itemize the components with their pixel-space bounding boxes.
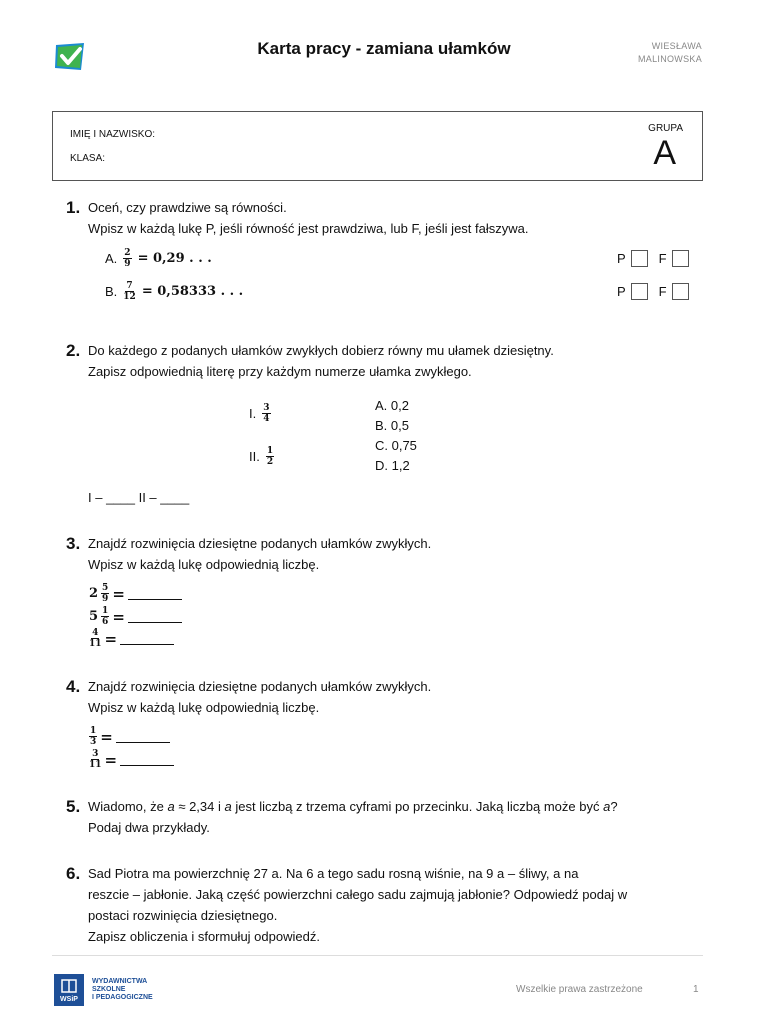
- question-2-text: Do każdego z podanych ułamków zwykłych dobierz równy mu ułamek dziesiętny. Zapisz odpowiednią literę przy każdym numerze ułamka zwykłego.: [88, 343, 554, 379]
- question-2-options: [375, 396, 417, 476]
- page-number: 1: [693, 984, 699, 995]
- fraction: $\frac{1}{6}$: [102, 606, 109, 627]
- question-1-item-b: B. $\frac{7}{12}$ = 0,58333 . . .: [105, 281, 244, 302]
- fraction: $\frac{2}{9}$: [124, 248, 131, 269]
- question-1-text: Oceń, czy prawdziwe są równości. Wpisz w każdą lukę P, jeśli równość jest prawdziwa, lub F, jeśli jest fałszywa.: [88, 200, 529, 236]
- question-5-text: Wiadomo, że a ≈ 2,34 i a jest liczbą z trzema cyframi po przecinku. Jaką liczbą może być a? Podaj dwa przykłady.: [88, 799, 618, 835]
- answer-blank[interactable]: [120, 754, 174, 766]
- copyright-text: Wszelkie prawa zastrzeżone: [516, 984, 643, 995]
- question-3-number: 3.: [66, 534, 81, 553]
- question-2-fraction-1: I. $\frac{3}{4}$: [249, 403, 270, 424]
- fraction: $\frac{7}{12}$: [123, 281, 136, 302]
- answer-blank[interactable]: [128, 588, 182, 600]
- question-2-answer-line[interactable]: I – ____ II – ____: [88, 490, 190, 505]
- fraction: $\frac{4}{11}$: [89, 628, 102, 649]
- question-1-number: 1.: [66, 198, 81, 217]
- class-label: KLASA:: [70, 153, 106, 164]
- true-checkbox[interactable]: [631, 283, 648, 300]
- publisher-name: WYDAWNICTWA SZKOLNE I PEDAGOGICZNE: [92, 978, 153, 1001]
- question-3-item-2: 5 $\frac{1}{6}$ =: [89, 606, 182, 627]
- question-4-number: 4.: [66, 677, 81, 696]
- group-value: A: [653, 134, 676, 172]
- option: C. 0,75: [375, 438, 417, 453]
- fraction: $\frac{3}{11}$: [89, 749, 102, 770]
- option: B. 0,5: [375, 418, 409, 433]
- question-4-item-2: $\frac{3}{11}$ =: [89, 749, 174, 770]
- answer-blank[interactable]: [128, 611, 182, 623]
- question-1-item-a: A. $\frac{2}{9}$ = 0,29 . . .: [105, 248, 212, 269]
- fraction: $\frac{1}{3}$: [90, 726, 97, 747]
- question-6-text: Sad Piotra ma powierzchnię 27 a. Na 6 a tego sadu rosną wiśnie, na 9 a – śliwy, a na reszcie – jabłonie. Jaką część powierzchni całego sadu zajmują jabłonie? Odpowiedź podaj w postaci rozwinięcia dziesiętnego. Zapisz obliczenia i sformułuj odpowiedź.: [88, 866, 628, 944]
- answer-blank[interactable]: [120, 633, 174, 645]
- question-2-number: 2.: [66, 341, 81, 360]
- question-6-number: 6.: [66, 864, 81, 883]
- fraction: $\frac{3}{4}$: [263, 403, 270, 424]
- question-4-item-1: $\frac{1}{3}$ =: [89, 726, 170, 747]
- option: A. 0,2: [375, 398, 409, 413]
- question-1-b-answer: P F: [617, 283, 689, 300]
- answer-blank[interactable]: [116, 731, 170, 743]
- student-info-box: [52, 111, 703, 181]
- name-label: IMIĘ I NAZWISKO:: [70, 129, 156, 140]
- false-checkbox[interactable]: [672, 250, 689, 267]
- question-3-item-3: $\frac{4}{11}$ =: [89, 628, 174, 649]
- question-2-fraction-2: II. $\frac{1}{2}$: [249, 446, 274, 467]
- fraction: $\frac{5}{9}$: [102, 583, 109, 604]
- footer-divider: [52, 955, 703, 956]
- true-checkbox[interactable]: [631, 250, 648, 267]
- question-3-text: Znajdź rozwinięcia dziesiętne podanych ułamków zwykłych. Wpisz w każdą lukę odpowiednią liczbę.: [88, 536, 432, 572]
- question-1-a-answer: P F: [617, 250, 689, 267]
- question-5-number: 5.: [66, 797, 81, 816]
- fraction: $\frac{1}{2}$: [266, 446, 274, 467]
- question-4-text: Znajdź rozwinięcia dziesiętne podanych ułamków zwykłych. Wpisz w każdą lukę odpowiednią liczbę.: [88, 679, 432, 715]
- question-3-item-1: 2 $\frac{5}{9}$ =: [89, 583, 182, 604]
- option: D. 1,2: [375, 458, 410, 473]
- publisher-logo-icon: WSiP: [54, 974, 84, 1006]
- false-checkbox[interactable]: [672, 283, 689, 300]
- page-title: Karta pracy - zamiana ułamków: [257, 39, 511, 58]
- author: WIESŁAWA MALINOWSKA: [637, 41, 702, 64]
- group-label: GRUPA: [648, 123, 683, 134]
